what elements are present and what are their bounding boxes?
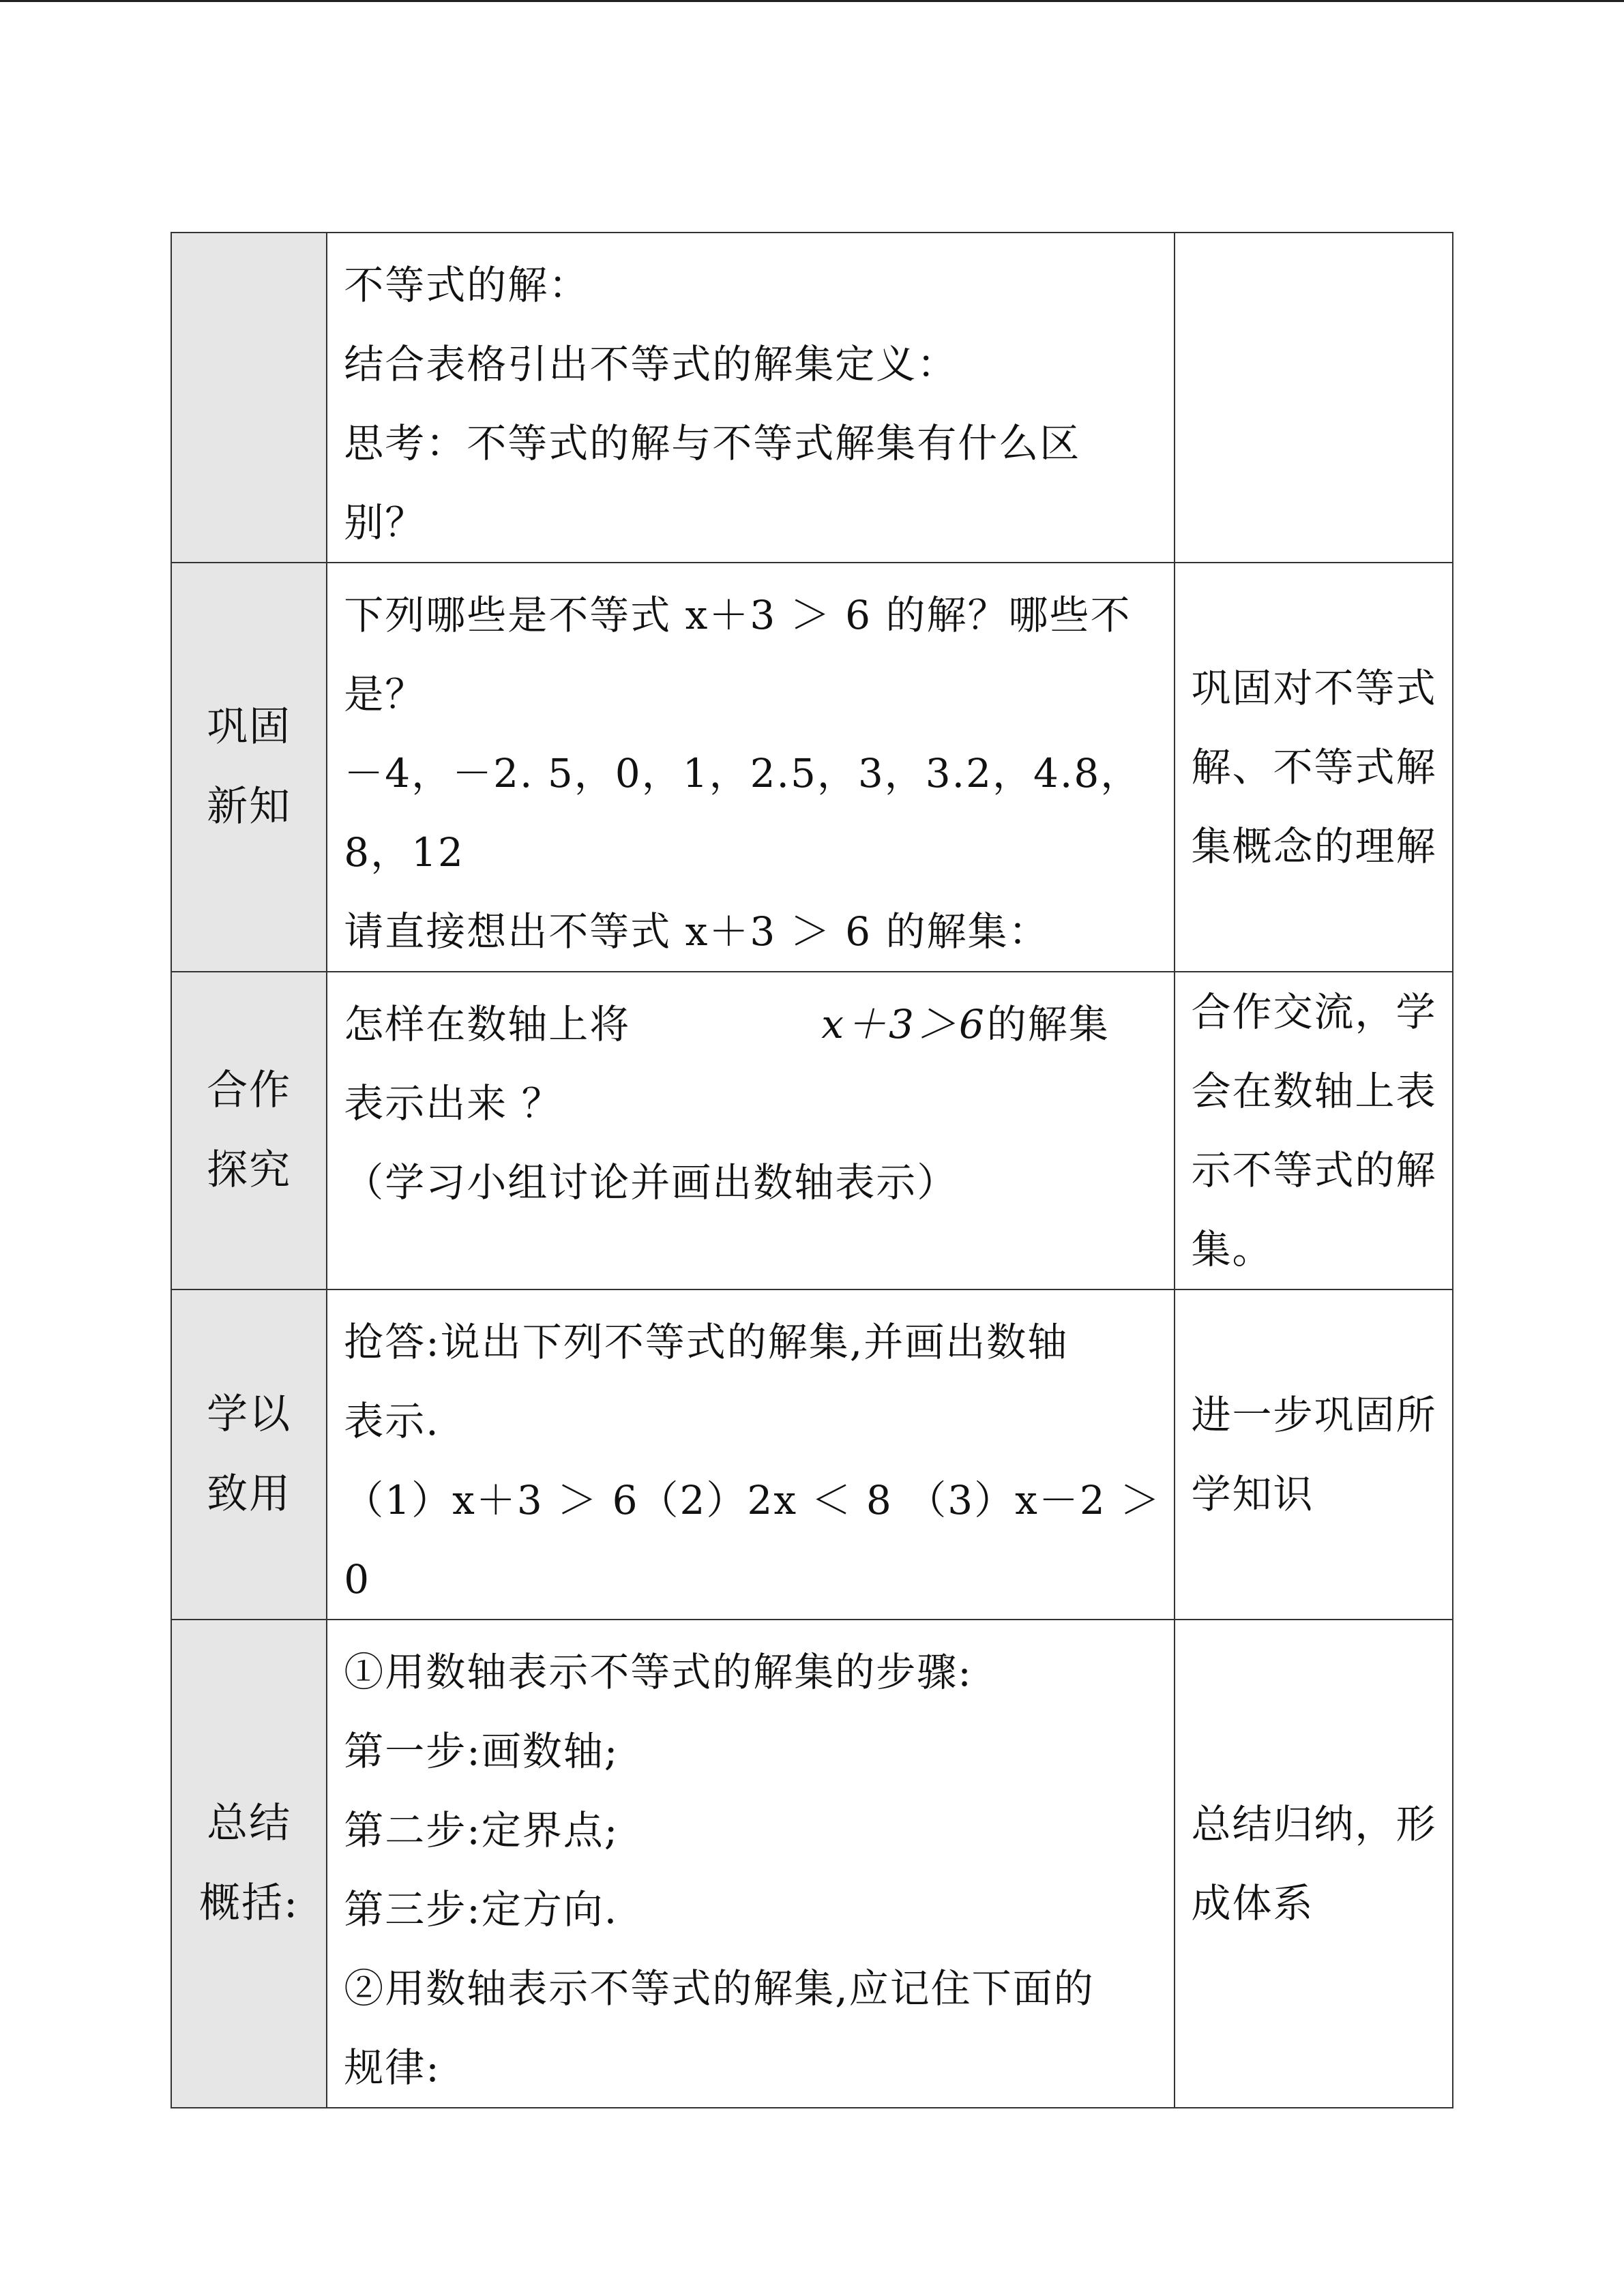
content-line: 请直接想出不等式 x＋3 ＞ 6 的解集： bbox=[344, 908, 1050, 955]
content-line: 抢答:说出下列不等式的解集,并画出数轴 bbox=[344, 1319, 1069, 1365]
content-tail: 的解集 bbox=[986, 1001, 1110, 1047]
content-line: 8，12 bbox=[344, 829, 464, 876]
stage-cell bbox=[171, 233, 327, 563]
intent-text: 进一步巩固所学知识 bbox=[1191, 1392, 1437, 1517]
content-line: 第一步:画数轴; bbox=[344, 1728, 619, 1774]
content-line: 表示出来 ？ bbox=[344, 1080, 563, 1127]
stage-label bbox=[172, 1375, 326, 1534]
content-cell bbox=[327, 233, 1174, 563]
stage-cell bbox=[171, 1620, 327, 2108]
intent-cell bbox=[1175, 1620, 1453, 2108]
table-row bbox=[171, 972, 1453, 1289]
stage-label-line: 探究 bbox=[207, 1146, 292, 1194]
table-row bbox=[171, 1620, 1453, 2108]
content-line: 第二步:定界点; bbox=[344, 1807, 619, 1853]
content-line: 不等式的解： bbox=[344, 262, 590, 308]
content-line: －4，－2. 5，0，1，2.5，3，3.2，4.8， bbox=[344, 750, 1142, 796]
table-row bbox=[171, 1289, 1453, 1620]
intent-cell bbox=[1175, 563, 1453, 972]
content-line: ①用数轴表示不等式的解集的步骤: bbox=[344, 1649, 973, 1695]
content-line: 思考：不等式的解与不等式解集有什么区 bbox=[344, 420, 1081, 466]
stage-label-line: 概括: bbox=[199, 1879, 299, 1927]
intent-text: 总结归纳，形成体系 bbox=[1191, 1801, 1437, 1926]
content-cell bbox=[327, 972, 1174, 1289]
content-lead: 怎样在数轴上将 bbox=[344, 1001, 631, 1047]
stage-cell bbox=[171, 563, 327, 972]
stage-label bbox=[172, 1051, 326, 1210]
content-cell bbox=[327, 563, 1174, 972]
content-line: （学习小组讨论并画出数轴表示） bbox=[344, 1159, 958, 1206]
inequality-formula: x＋3＞6 bbox=[821, 1001, 987, 1047]
content-line: 是？ bbox=[344, 671, 426, 717]
content-cell bbox=[327, 1289, 1174, 1620]
intent-cell bbox=[1175, 1289, 1453, 1620]
lesson-plan-table bbox=[171, 232, 1453, 2108]
content-line: 0 bbox=[344, 1556, 371, 1602]
table-row bbox=[171, 233, 1453, 563]
content-line: 第三步:定方向. bbox=[344, 1886, 619, 1933]
stage-label-line: 致用 bbox=[207, 1470, 292, 1518]
intent-text: 巩固对不等式解、不等式解集概念的理解 bbox=[1191, 665, 1437, 869]
stage-label-line: 合作 bbox=[207, 1067, 292, 1114]
content-line: 结合表格引出不等式的解集定义： bbox=[344, 341, 958, 387]
content-line: ②用数轴表示不等式的解集,应记住下面的 bbox=[344, 1965, 1095, 2012]
stage-cell bbox=[171, 972, 327, 1289]
content-line: 表示. bbox=[344, 1398, 440, 1444]
intent-cell bbox=[1175, 972, 1453, 1289]
content-line bbox=[344, 985, 1160, 1064]
stage-label-line: 新知 bbox=[207, 783, 292, 831]
stage-label bbox=[172, 687, 326, 847]
page-top-rule bbox=[0, 0, 1624, 2]
intent-cell bbox=[1175, 233, 1453, 563]
content-line: 别？ bbox=[344, 499, 426, 546]
stage-cell bbox=[171, 1289, 327, 1620]
content-cell bbox=[327, 1620, 1174, 2108]
table-row bbox=[171, 563, 1453, 972]
stage-label bbox=[172, 1784, 326, 1943]
stage-label-line: 学以 bbox=[207, 1390, 292, 1438]
stage-label-line: 总结 bbox=[207, 1800, 292, 1847]
content-line: 下列哪些是不等式 x＋3 ＞ 6 的解？哪些不 bbox=[344, 592, 1132, 638]
stage-label-line: 巩固 bbox=[207, 703, 292, 751]
content-line: （1）x＋3 ＞ 6（2）2x ＜ 8 （3）x－2 ＞ bbox=[344, 1477, 1162, 1523]
intent-text: 合作交流，学会在数轴上表示不等式的解集。 bbox=[1191, 989, 1437, 1272]
content-line: 规律: bbox=[344, 2044, 441, 2091]
